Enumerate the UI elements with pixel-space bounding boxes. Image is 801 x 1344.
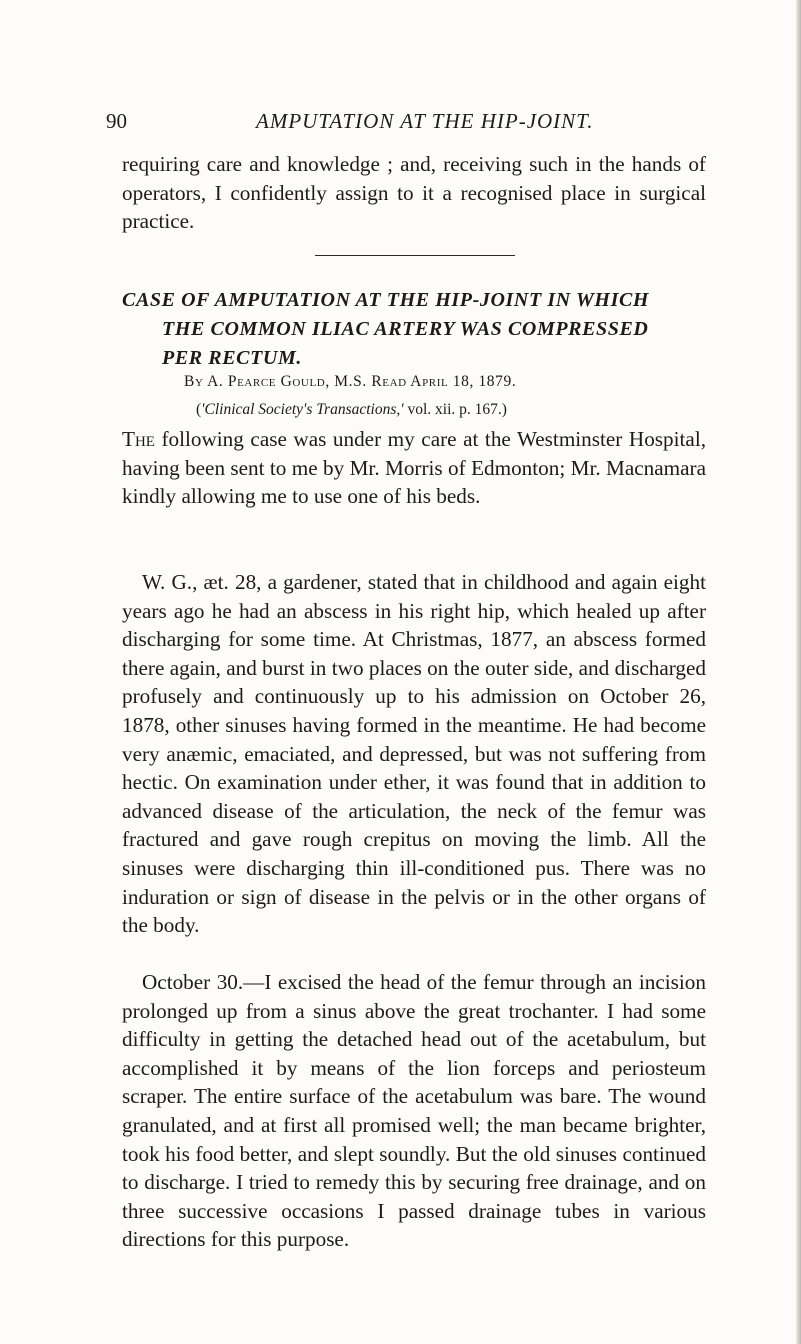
author-byline: By A. Pearce Gould, M.S. Read April 18, 1879. bbox=[184, 373, 517, 390]
paragraph-operation: October 30.—I excised the head of the femur through an incision prolonged up from a sinus above the great trochanter. I had some difficulty in getting the detached head out of the acetabulum, but accomplished it by means of the lion forceps and periosteum scraper. The entire surface of the acetabulum was bare. The wound granulated, and at first all promised well; the man became brighter, took his food better, and slept soundly. But the old sinuses continued to discharge. I tried to remedy this by securing free drainage, and on three successive occasions I passed drainage tubes in various directions for this purpose. bbox=[122, 970, 706, 1252]
case-title-line-3: PER RECTUM. bbox=[162, 347, 302, 369]
source-open: ( bbox=[196, 401, 202, 418]
paragraph-intro-first-word: The bbox=[122, 427, 155, 451]
case-title-line-2: THE COMMON ILIAC ARTERY WAS COMPRESSED bbox=[162, 318, 649, 340]
case-title bbox=[122, 286, 712, 373]
paragraph-intro-rest: following case was under my care at the Westminster Hospital, having been sent to me by Mr. Morris of Edmonton; Mr. Macnamara kindly allowing me to use one of his beds. bbox=[122, 427, 706, 509]
section-divider bbox=[315, 255, 515, 256]
source-citation bbox=[196, 399, 507, 421]
paragraph-intro bbox=[122, 425, 706, 511]
source-journal: 'Clinical Society's Transactions,' bbox=[201, 401, 404, 418]
case-title-line-1: CASE OF AMPUTATION AT THE HIP-JOINT IN WHICH bbox=[122, 289, 650, 311]
paragraph-history: W. G., æt. 28, a gardener, stated that in childhood and again eight years ago he had an abscess in his right hip, which healed up after discharging for some time. At Christmas, 1877, an abscess formed there again, and burst in two places on the outer side, and discharged profusely and continuously up to his admission on October 26, 1878, other sinuses having formed in the meantime. He had become very anæmic, emaciated, and depressed, but was not suffering from hectic. On examination under ether, it was found that in addition to advanced disease of the articulation, the neck of the femur was fractured and gave rough crepitus on moving the limb. All the sinuses were discharging thin ill-conditioned pus. There was no induration or sign of disease in the pelvis or in the other organs of the body. bbox=[122, 570, 706, 938]
source-volume: vol. xii. p. 167.) bbox=[403, 401, 507, 418]
page-edge-shadow bbox=[796, 0, 801, 1344]
page-number: 90 bbox=[106, 109, 127, 133]
continuation-paragraph: requiring care and knowledge ; and, receiving such in the hands of operators, I confidently assign to it a recognised place in surgical practice. bbox=[122, 152, 706, 234]
running-title: AMPUTATION AT THE HIP-JOINT. bbox=[256, 109, 594, 133]
running-head bbox=[106, 106, 706, 136]
